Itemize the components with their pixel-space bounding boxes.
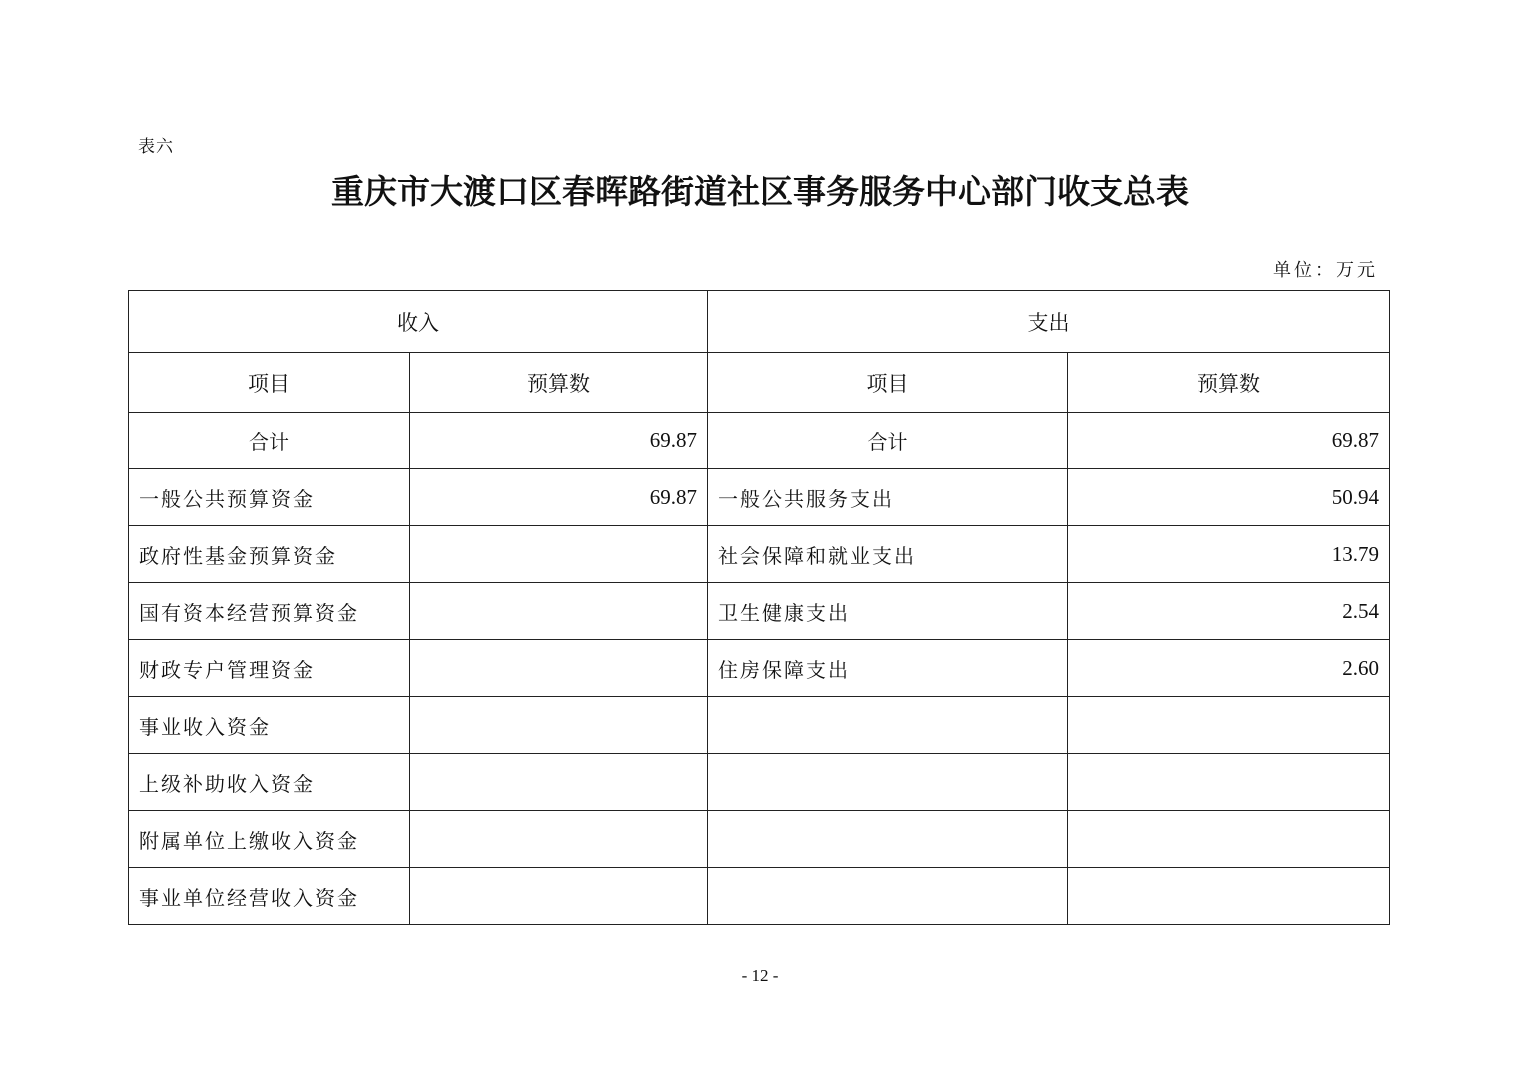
expense-item: [708, 868, 1068, 925]
table-row: [129, 469, 1390, 526]
income-item-header: 项目: [129, 353, 410, 413]
income-header: 收入: [129, 291, 708, 353]
income-expense-table: [128, 290, 1390, 925]
income-amount: [410, 868, 708, 925]
income-item: 合计: [129, 413, 410, 469]
expense-item: [708, 811, 1068, 868]
expense-amount: [1068, 868, 1390, 925]
expense-amount: 2.60: [1068, 640, 1390, 697]
table-row-total: [129, 413, 1390, 469]
income-item: 政府性基金预算资金: [129, 526, 410, 583]
expense-item: [708, 697, 1068, 754]
unit-label: 单位：万元: [1273, 260, 1378, 281]
expense-amount-header: 预算数: [1068, 353, 1390, 413]
income-amount: [410, 526, 708, 583]
income-item: 一般公共预算资金: [129, 469, 410, 526]
expense-item: 一般公共服务支出: [708, 469, 1068, 526]
income-amount: 69.87: [410, 469, 708, 526]
income-item: 事业单位经营收入资金: [129, 868, 410, 925]
expense-amount: [1068, 811, 1390, 868]
expense-amount: 50.94: [1068, 469, 1390, 526]
expense-amount: [1068, 697, 1390, 754]
income-amount: [410, 583, 708, 640]
income-amount: [410, 697, 708, 754]
table-row: [129, 754, 1390, 811]
table-row: [129, 811, 1390, 868]
expense-amount: 69.87: [1068, 413, 1390, 469]
expense-amount: [1068, 754, 1390, 811]
income-amount: [410, 754, 708, 811]
expense-amount: 13.79: [1068, 526, 1390, 583]
income-amount: [410, 640, 708, 697]
expense-item: [708, 754, 1068, 811]
page-title: 重庆市大渡口区春晖路街道社区事务服务中心部门收支总表: [331, 172, 1189, 211]
income-amount-header: 预算数: [410, 353, 708, 413]
income-item: 国有资本经营预算资金: [129, 583, 410, 640]
header-row-sub: [129, 353, 1390, 413]
income-amount: [410, 811, 708, 868]
table-row: [129, 583, 1390, 640]
table-row: [129, 697, 1390, 754]
expense-item: 住房保障支出: [708, 640, 1068, 697]
income-item: 财政专户管理资金: [129, 640, 410, 697]
income-item: 事业收入资金: [129, 697, 410, 754]
header-row-main: [129, 291, 1390, 353]
expense-item: 社会保障和就业支出: [708, 526, 1068, 583]
income-item: 上级补助收入资金: [129, 754, 410, 811]
table-row: [129, 526, 1390, 583]
expense-item: 卫生健康支出: [708, 583, 1068, 640]
income-item: 附属单位上缴收入资金: [129, 811, 410, 868]
expense-amount: 2.54: [1068, 583, 1390, 640]
table-row: [129, 640, 1390, 697]
expense-item-header: 项目: [708, 353, 1068, 413]
expense-item: 合计: [708, 413, 1068, 469]
table-row: [129, 868, 1390, 925]
table-label: 表六: [138, 137, 174, 157]
income-amount: 69.87: [410, 413, 708, 469]
expense-header: 支出: [708, 291, 1390, 353]
page-number: - 12 -: [741, 966, 779, 985]
